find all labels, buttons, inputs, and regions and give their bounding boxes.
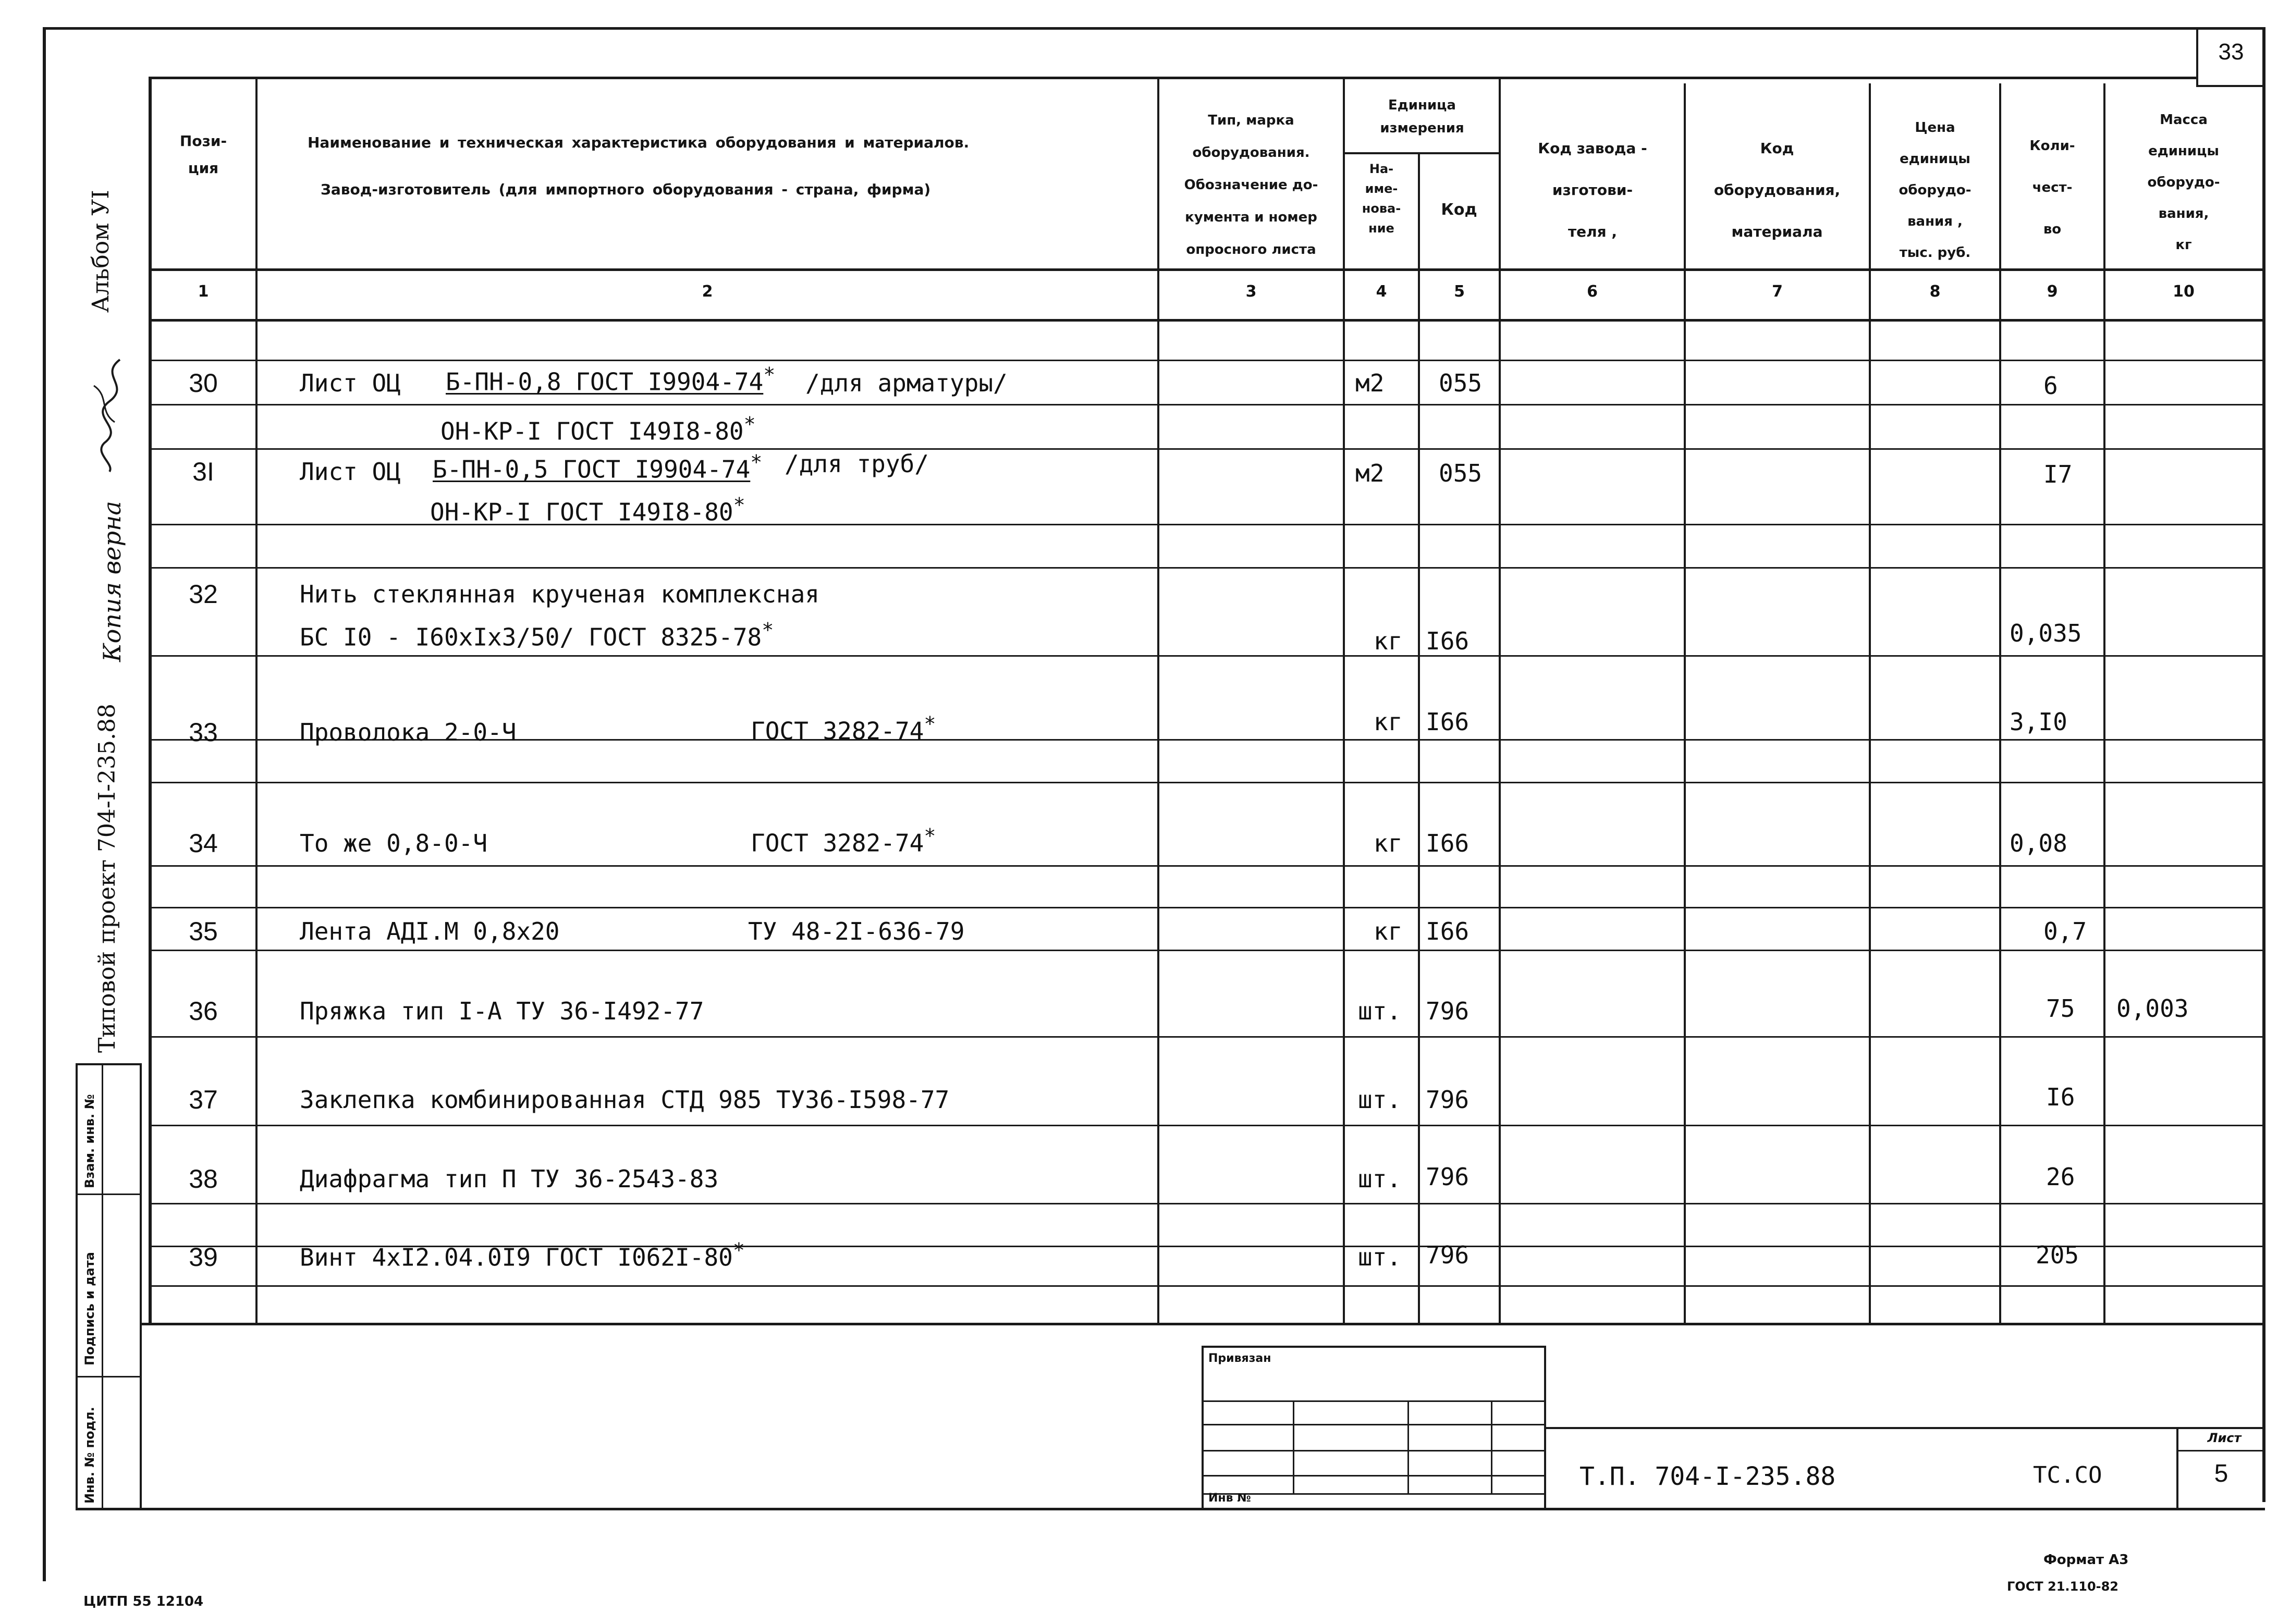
- quantity: 75: [2046, 994, 2075, 1023]
- stamp-inv-podl: Инв. № подл.: [82, 1407, 97, 1504]
- stamp-sign-date: Подпись и дата: [82, 1252, 97, 1365]
- row-position: 39: [189, 1242, 218, 1272]
- row-position: 34: [189, 829, 218, 858]
- unit-name: кг: [1374, 708, 1403, 736]
- row-position: 36: [189, 996, 218, 1026]
- row-position: 33: [189, 718, 218, 747]
- unit-code: 055: [1439, 459, 1483, 487]
- row-sep: [149, 907, 2264, 908]
- star-mark: *: [762, 619, 774, 642]
- col-number: 3: [1245, 282, 1257, 301]
- header-unit-name: На- име- нова- ние: [1362, 162, 1401, 236]
- item-name: Лист ОЦ: [300, 369, 401, 397]
- tb-line: [1202, 1493, 1546, 1495]
- corner-sheet-number: 33: [2218, 39, 2244, 65]
- stamp-sep: [76, 1194, 142, 1195]
- stamp-sep: [76, 1376, 142, 1377]
- item-name-text: Винт 4xI2.04.0I9 ГОСТ I062I-80: [300, 1243, 733, 1272]
- item-gost-text: ГОСТ 3282-74: [751, 717, 924, 745]
- unit-code: 796: [1426, 1163, 1469, 1191]
- colnum-bottom: [149, 319, 2264, 322]
- header-quantity: Коли- чест- во: [2029, 138, 2075, 237]
- item-name: Лист ОЦ: [300, 458, 401, 486]
- item-gost: ТУ 48-2I-636-79: [748, 917, 965, 945]
- header-mass: Масса единицы оборудо- вания, кг: [2147, 112, 2220, 253]
- tb-sheet-left: [2176, 1427, 2178, 1509]
- star-mark: *: [750, 451, 763, 474]
- unit-name: шт.: [1358, 1165, 1402, 1193]
- col-number: 10: [2173, 282, 2195, 301]
- row-sep: [149, 567, 2264, 569]
- item-name: [300, 1235, 745, 1273]
- row-position: 38: [189, 1164, 218, 1194]
- gost-form-label: ГОСТ 21.110-82: [2007, 1579, 2119, 1594]
- sheet-label: Лист: [2207, 1431, 2242, 1445]
- item-note: /для труб/: [785, 450, 929, 478]
- col-number: 2: [702, 282, 713, 301]
- stamp-box-mid: [102, 1063, 103, 1509]
- item-spec-line2-text: ОН-КР-I ГОСТ I49I8-80: [440, 417, 744, 446]
- col-line-1: [255, 77, 258, 1325]
- unit-code: 055: [1439, 369, 1483, 397]
- inv-no-label: Инв №: [1208, 1492, 1251, 1505]
- header-price: Цена единицы оборудо- вания , тыс. руб.: [1899, 120, 1971, 261]
- col-line-4: [1418, 152, 1420, 1325]
- row-position: 37: [189, 1085, 218, 1114]
- item-name: Заклепка комбинированная СТД 985 ТУ36-I598-77: [300, 1086, 950, 1114]
- unit-code: I66: [1426, 829, 1469, 857]
- frame-right: [2262, 27, 2265, 1502]
- col-line-7: [1869, 83, 1871, 1325]
- row-sep: [149, 655, 2264, 657]
- quantity: 3,I0: [2010, 708, 2067, 736]
- star-mark: *: [763, 363, 776, 387]
- unit-code: I66: [1426, 708, 1469, 736]
- tb-outer-top: [1202, 1346, 1546, 1348]
- tb-line: [1202, 1475, 1546, 1477]
- row-position: 3I: [192, 457, 214, 486]
- row-position: 32: [189, 580, 218, 609]
- unit-name: кг: [1374, 829, 1403, 857]
- col-line-3: [1343, 77, 1345, 1325]
- row-position: 30: [189, 368, 218, 398]
- star-mark: *: [743, 413, 756, 436]
- quantity: I6: [2046, 1083, 2075, 1111]
- tb-line: [1202, 1400, 1546, 1402]
- item-spec-line2-text: БС I0 - I60xIx3/50/ ГОСТ 8325-78: [300, 623, 762, 651]
- header-bottom: [149, 268, 2264, 271]
- project-label: Типовой проект 704-I-235.88: [94, 704, 120, 1053]
- item-gost: [751, 821, 936, 858]
- header-unit-code: Код: [1441, 201, 1477, 219]
- unit-code: 796: [1426, 1086, 1469, 1114]
- unit-mass: 0,003: [2116, 994, 2189, 1023]
- unit-code: I66: [1426, 917, 1469, 945]
- quantity: I7: [2043, 460, 2073, 488]
- col-number: 7: [1772, 282, 1783, 301]
- item-spec: [446, 360, 775, 397]
- row-sep: [149, 1036, 2264, 1038]
- table-bottom: [141, 1323, 2265, 1325]
- frame-left: [43, 27, 46, 1581]
- printer-label: ЦИТП 55 12104: [83, 1594, 204, 1609]
- item-spec-text: Б-ПН-0,5 ГОСТ I9904-74: [433, 455, 751, 484]
- row-sep: [149, 865, 2264, 867]
- col-number: 4: [1376, 282, 1387, 301]
- unit-name: м2: [1355, 459, 1385, 487]
- star-mark: *: [732, 1239, 745, 1262]
- quantity: 0,7: [2043, 917, 2087, 945]
- unit-code: 796: [1426, 1241, 1469, 1269]
- header-factory-code: Код завода - изготови- теля ,: [1538, 140, 1647, 240]
- album-label: Альбом УI: [88, 190, 114, 313]
- col-number: 1: [198, 282, 209, 301]
- row-sep: [149, 1203, 2264, 1204]
- item-name: То же 0,8-0-Ч: [300, 829, 488, 857]
- tb-line: [1202, 1450, 1546, 1451]
- quantity: 205: [2036, 1241, 2079, 1269]
- item-spec-line2: [430, 490, 745, 527]
- stamp-box-right: [140, 1063, 142, 1509]
- row-sep: [149, 950, 2264, 951]
- frame-top: [43, 27, 2263, 30]
- quantity: 0,08: [2010, 829, 2067, 857]
- col-line-5: [1499, 77, 1501, 1325]
- frame-bottom: [76, 1508, 2265, 1510]
- row-sep: [149, 1125, 2264, 1126]
- row-position: 35: [189, 917, 218, 946]
- item-name: Лента АДI.М 0,8x20: [300, 917, 560, 945]
- col-line-8: [1999, 83, 2001, 1325]
- unit-code: 796: [1426, 997, 1469, 1025]
- tb-outer-left: [1202, 1346, 1204, 1508]
- header-position: Пози- ция: [179, 132, 227, 177]
- document-code: Т.П. 704-I-235.88: [1579, 1462, 1836, 1491]
- header-type: Тип, марка оборудования. Обозначение до- кумента и номер опросного листа: [1184, 113, 1318, 257]
- star-mark: *: [733, 494, 745, 517]
- header-name-line1: Наименование и техническая характеристика оборудования и материалов.: [308, 134, 970, 151]
- tb-line: [1202, 1424, 1546, 1425]
- quantity: 6: [2043, 372, 2058, 400]
- item-spec-text: Б-ПН-0,8 ГОСТ I9904-74: [446, 367, 764, 396]
- item-spec-line2: [440, 409, 756, 447]
- format-label: Формат А3: [2043, 1552, 2129, 1568]
- tb-vline: [1491, 1400, 1492, 1494]
- unit-name: шт.: [1358, 1086, 1402, 1114]
- unit-name: кг: [1374, 917, 1403, 945]
- sheet-number: 5: [2214, 1460, 2228, 1487]
- unit-code: I66: [1426, 627, 1469, 655]
- quantity: 0,035: [2010, 619, 2082, 647]
- col-line-9: [2103, 83, 2105, 1325]
- privyazan-label: Привязан: [1208, 1352, 1271, 1365]
- tb-vline: [1407, 1400, 1409, 1494]
- item-name: Диафрагма тип П ТУ 36-2543-83: [300, 1165, 719, 1193]
- tb-sheet-sep: [2176, 1450, 2265, 1451]
- item-spec: [433, 447, 762, 485]
- row-sep: [149, 782, 2264, 783]
- unit-name: шт.: [1358, 1243, 1402, 1271]
- signature: [78, 354, 141, 474]
- unit-split: [1344, 152, 1500, 154]
- star-mark: *: [924, 712, 936, 736]
- tb-main-top: [1544, 1427, 2265, 1429]
- col-number: 8: [1929, 282, 1941, 301]
- col-number: 5: [1454, 282, 1465, 301]
- unit-name: шт.: [1358, 997, 1402, 1025]
- stamp-box-left: [76, 1063, 78, 1509]
- item-spec-line2: [300, 615, 774, 653]
- unit-name: м2: [1355, 369, 1385, 397]
- header-name-line2: Завод-изготовитель (для импортного оборудования - страна, фирма): [321, 181, 931, 198]
- row-sep: [149, 404, 2264, 405]
- col-line-6: [1684, 83, 1686, 1325]
- header-unit: Единица измерения: [1380, 97, 1464, 136]
- quantity: 26: [2046, 1163, 2075, 1191]
- col-number: 6: [1587, 282, 1598, 301]
- item-gost: [751, 709, 936, 746]
- item-name: Нить стеклянная крученая комплексная: [300, 580, 819, 608]
- col-number: 9: [2047, 282, 2058, 301]
- stamp-vzam-inv: Взам. инв. №: [82, 1094, 97, 1188]
- item-name: Проволока 2-0-Ч: [300, 718, 517, 746]
- tb-vline: [1293, 1400, 1294, 1494]
- stamp-box-top: [76, 1063, 142, 1065]
- copy-note: Копия верна: [98, 501, 126, 662]
- document-suffix: ТС.СО: [2033, 1462, 2102, 1488]
- table-top-right: [2196, 85, 2264, 87]
- col-line-2: [1157, 77, 1159, 1325]
- star-mark: *: [924, 825, 936, 848]
- header-equipment-code: Код оборудования, материала: [1713, 140, 1841, 240]
- row-sep: [149, 1285, 2264, 1287]
- frame-left-inner: [149, 77, 152, 1325]
- item-gost-text: ГОСТ 3282-74: [751, 829, 924, 857]
- unit-name: кг: [1374, 627, 1403, 655]
- item-name: Пряжка тип I-А ТУ 36-I492-77: [300, 997, 704, 1025]
- item-note: /для арматуры/: [805, 369, 1008, 397]
- table-top: [149, 77, 2197, 79]
- item-spec-line2-text: ОН-КР-I ГОСТ I49I8-80: [430, 498, 733, 526]
